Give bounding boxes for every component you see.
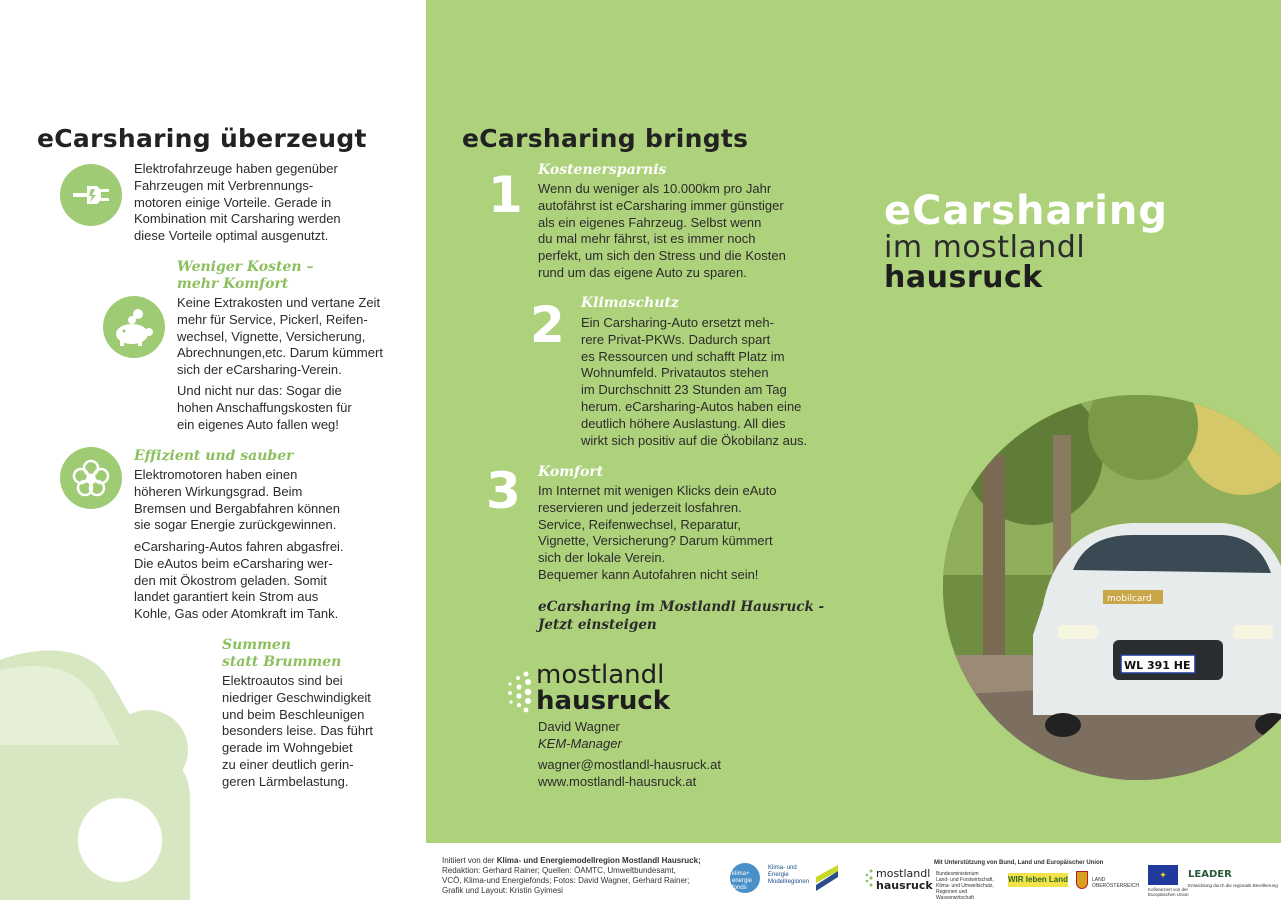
contact-role: KEM-Manager	[538, 736, 622, 751]
logo-mostlandl: mostlandl	[536, 660, 665, 690]
item-number-1: 1	[488, 166, 523, 224]
dots-logo-icon	[504, 670, 534, 714]
section-text-efficient-1: Elektromotoren haben einen höheren Wirkungsgrad. Beim Bremsen und Bergabfahren können sie sogar Energie zurückgewinnen.	[134, 467, 340, 533]
section-title-costs: Weniger Kosten – mehr Komfort	[177, 259, 314, 292]
item-title-1: Kostenersparnis	[538, 162, 667, 178]
green-panel	[426, 0, 1281, 843]
upper-austria-crest-icon	[1076, 871, 1088, 889]
land-ooe-text: LAND OBERÖSTERREICH	[1092, 877, 1139, 889]
left-panel	[0, 0, 426, 900]
section-text-costs-2: Und nicht nur das: Sogar die hohen Anschaffungskosten für ein eigenes Auto fallen weg!	[177, 383, 352, 432]
item-text-1: Wenn du weniger als 10.000km pro Jahr autofährst ist eCarsharing immer günstiger als ein eigenes Fahrzeug. Selbst wenn du mal mehr fährst, ist es immer noch perfekt, um sich den Stress und die Kosten rund um das eigene Auto zu sparen.	[538, 181, 786, 280]
contact-website[interactable]: www.mostlandl-hausruck.at	[538, 774, 697, 789]
leader-logo: LEADER	[1188, 869, 1232, 880]
item-title-3: Komfort	[538, 464, 604, 480]
contact-name: David Wagner	[538, 719, 620, 734]
section-text-quiet: Elektroautos sind bei niedriger Geschwindigkeit und beim Beschleunigen besonders leise. Das führt gerade im Wohngebiet zu einer deutlich gerin- geren Lärmbelastung.	[222, 673, 374, 789]
car-silhouette-icon	[0, 640, 200, 900]
item-number-2: 2	[530, 296, 565, 354]
logo-hausruck: hausruck	[536, 686, 671, 716]
footer-mostlandl-2: hausruck	[876, 879, 933, 892]
footer	[426, 843, 1281, 900]
left-heading: eCarsharing überzeugt	[37, 124, 367, 153]
slogan: eCarsharing im Mostlandl Hausruck - Jetzt einsteigen	[538, 599, 825, 633]
section-text-efficient-2: eCarsharing-Autos fahren abgasfrei. Die eAutos beim eCarsharing wer- den mit Ökostrom geladen. Somit landet garantiert kein Strom aus Kohle, Gas oder Atomkraft im Tank.	[134, 539, 344, 622]
cover-subtitle-2: hausruck	[884, 260, 1043, 295]
cover-subtitle-1: im mostlandl	[884, 230, 1086, 265]
klimafonds-logo-text: klima+ energie fonds	[732, 871, 753, 891]
cover-title: eCarsharing	[884, 188, 1169, 234]
license-plate: WL 391 HE	[1124, 659, 1191, 672]
wir-leben-land-logo: WIR leben Land	[1008, 873, 1068, 887]
item-text-2: Ein Carsharing-Auto ersetzt meh- rere Privat-PKWs. Dadurch spart es Ressourcen und schafft Platz im Wohnumfeld. Privatautos stehen im Durchschnitt 23 Stunden am Tag herum. eCarsharing-Autos haben eine deutlich höhere Auslastung. All dies wirkt sich positiv auf die Ökobilanz aus.	[581, 315, 808, 448]
flower-icon	[60, 447, 122, 509]
support-text: Mit Unterstützung von Bund, Land und Europäischer Union	[934, 860, 1104, 866]
section-text-costs-1: Keine Extrakosten und vertane Zeit mehr für Service, Pickerl, Reifen- wechsel, Vignette, Versicherung, Abrechnungen,etc. Darum kümmert sich der eCarsharing-Verein.	[177, 295, 383, 378]
kem-logo-icon	[816, 865, 838, 891]
footer-credits: Initiiert von der Klima- und Energiemodellregion Mostlandl Hausruck; Redaktion: Gerhard Rainer; Quellen: ÖAMTC, Umweltbundesamt, VCÖ, Klima-und Energiefonds; Fotos: David Wagner, Gerhard Rainer; Grafik und Layout: Kristin Gyimesi	[442, 856, 701, 895]
eu-text: Kofinanziert von der Europäischen Union	[1148, 887, 1189, 897]
kem-logo-text: Klima- und Energie Modellregionen	[768, 865, 810, 885]
middle-heading: eCarsharing bringts	[462, 124, 749, 153]
leader-sub: Entwicklung durch die regionale Bevölkerung	[1188, 883, 1278, 888]
item-number-3: 3	[486, 462, 521, 520]
eu-flag-icon: ✦	[1148, 865, 1178, 885]
mostlandl-footer-dots-icon	[864, 869, 874, 887]
car-sticker: mobilcard	[1107, 594, 1152, 604]
footer-mostlandl-1: mostlandl	[876, 867, 931, 880]
charging-plug-icon	[60, 164, 122, 226]
section-title-efficient: Effizient und sauber	[134, 448, 294, 464]
section-title-quiet: Summen statt Brummen	[222, 637, 342, 670]
left-intro: Elektrofahrzeuge haben gegenüber Fahrzeugen mit Verbrennungs- motoren einige Vorteile. Gerade in Kombination mit Carsharing werden diese Vorteile optimal ausgenutzt.	[134, 161, 341, 244]
item-text-3: Im Internet mit wenigen Klicks dein eAuto reservieren und jederzeit losfahren. Service, Reifenwechsel, Reparatur, Vignette, Versicherung? Darum kümmert sich der lokale Verein. Bequemer kann Autofahren nicht sein!	[538, 483, 777, 582]
item-title-2: Klimaschutz	[581, 295, 679, 311]
bmlrt-logo-text: Bundesministerium Land- und Forstwirtschaft, Klima- und Umweltschutz, Regionen und Wasserwirtschaft	[936, 871, 994, 900]
contact-email[interactable]: wagner@mostlandl-hausruck.at	[538, 757, 722, 772]
piggy-bank-icon	[103, 296, 165, 358]
car-photo	[943, 395, 1281, 780]
